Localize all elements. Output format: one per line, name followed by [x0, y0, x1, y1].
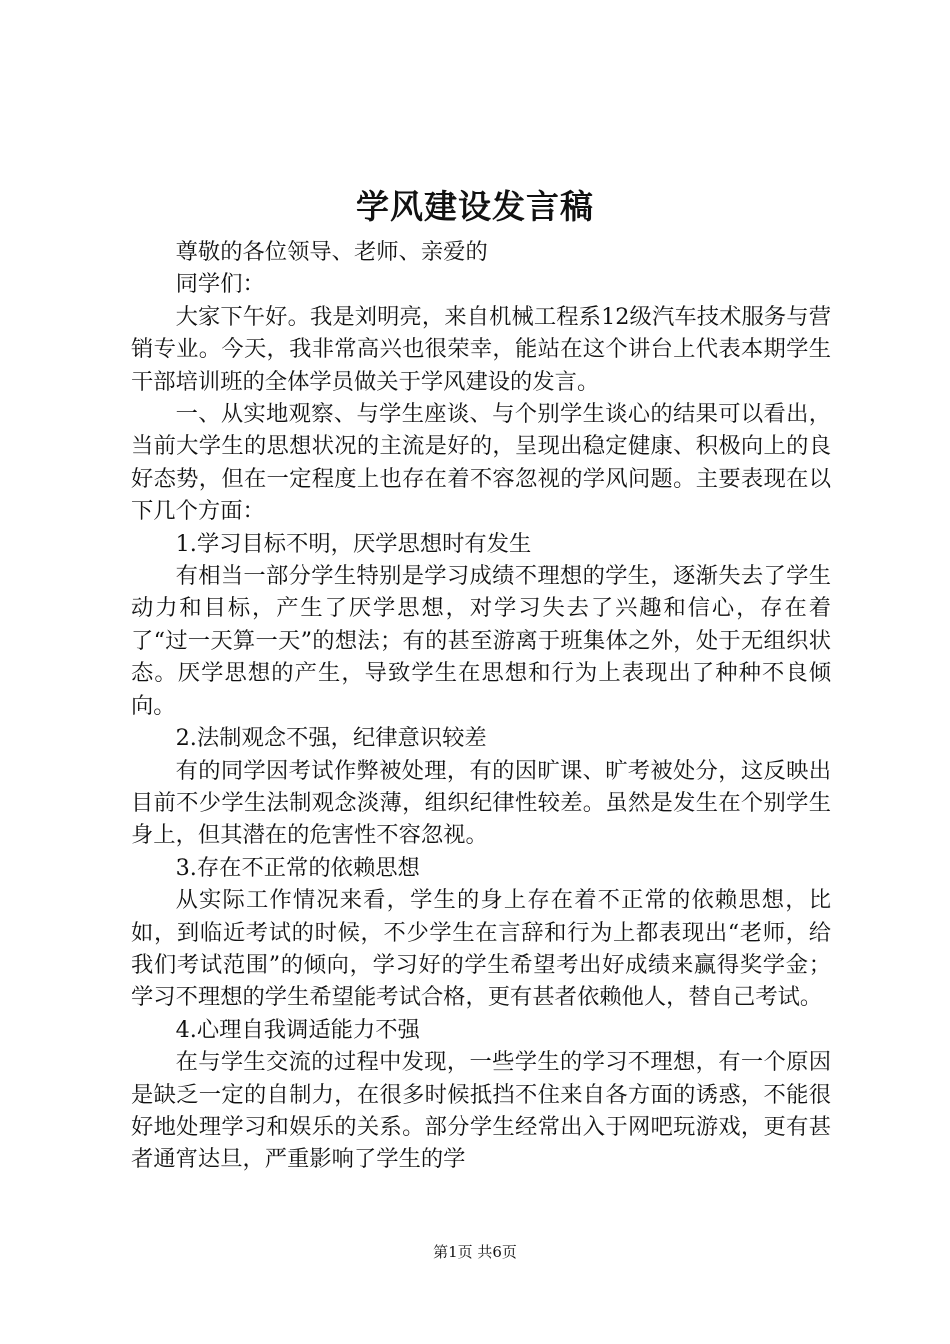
body-paragraph-2: 有的同学因考试作弊被处理，有的因旷课、旷考被处分，这反映出目前不少学生法制观念淡薄，组织纪律性较差。虽然是发生在个别学生身上，但其潜在的危害性不容忽视。: [131, 757, 831, 849]
subheading-1: 1.学习目标不明，厌学思想时有发生: [175, 530, 532, 557]
subheading-2: 2.法制观念不强，纪律意识较差: [175, 725, 487, 752]
document-title: 学风建设发言稿: [356, 187, 594, 226]
salutation-line-1: 尊敬的各位领导、老师、亲爱的: [175, 239, 488, 265]
section-one-paragraph: 一、从实地观察、与学生座谈、与个别学生谈心的结果可以看出，当前大学生的思想状况的主流是好的，呈现出稳定健康、积极向上的良好态势，但在一定程度上也存在着不容忽视的学风问题。主要表现在以下几个方面：: [131, 401, 831, 525]
body-paragraph-1: 有相当一部分学生特别是学习成绩不理想的学生，逐渐失去了学生动力和目标，产生了厌学思想，对学习失去了兴趣和信心，存在着了“过一天算一天”的想法；有的甚至游离于班集体之外，处于无组织状态。厌学思想的产生，导致学生在思想和行为上表现出了种种不良倾向。: [131, 563, 831, 719]
body-paragraph-3: 从实际工作情况来看，学生的身上存在着不正常的依赖思想，比如，到临近考试的时候，不少学生在言辞和行为上都表现出“老师，给我们考试范围”的倾向，学习好的学生希望考出好成绩来赢得奖学金；学习不理想的学生希望能考试合格，更有甚者依赖他人，替自己考试。: [131, 887, 831, 1011]
subheading-3: 3.存在不正常的依赖思想: [175, 854, 420, 881]
salutation-line-2: 同学们：: [175, 271, 265, 298]
page-footer: 第1页 共6页: [433, 1243, 517, 1261]
body-paragraph-4: 在与学生交流的过程中发现，一些学生的学习不理想，有一个原因是缺乏一定的自制力，在很多时候抵挡不住来自各方面的诱惑，不能很好地处理学习和娱乐的关系。部分学生经常出入于网吧玩游戏，更有甚者通宵达旦，严重影响了学生的学: [131, 1049, 831, 1173]
subheading-4: 4.心理自我调适能力不强: [175, 1016, 420, 1043]
document-body: [131, 236, 831, 1176]
intro-paragraph: 大家下午好。我是刘明亮，来自机械工程系12级汽车技术服务与营销专业。今天，我非常高兴也很荣幸，能站在这个讲台上代表本期学生干部培训班的全体学员做关于学风建设的发言。: [131, 303, 831, 395]
